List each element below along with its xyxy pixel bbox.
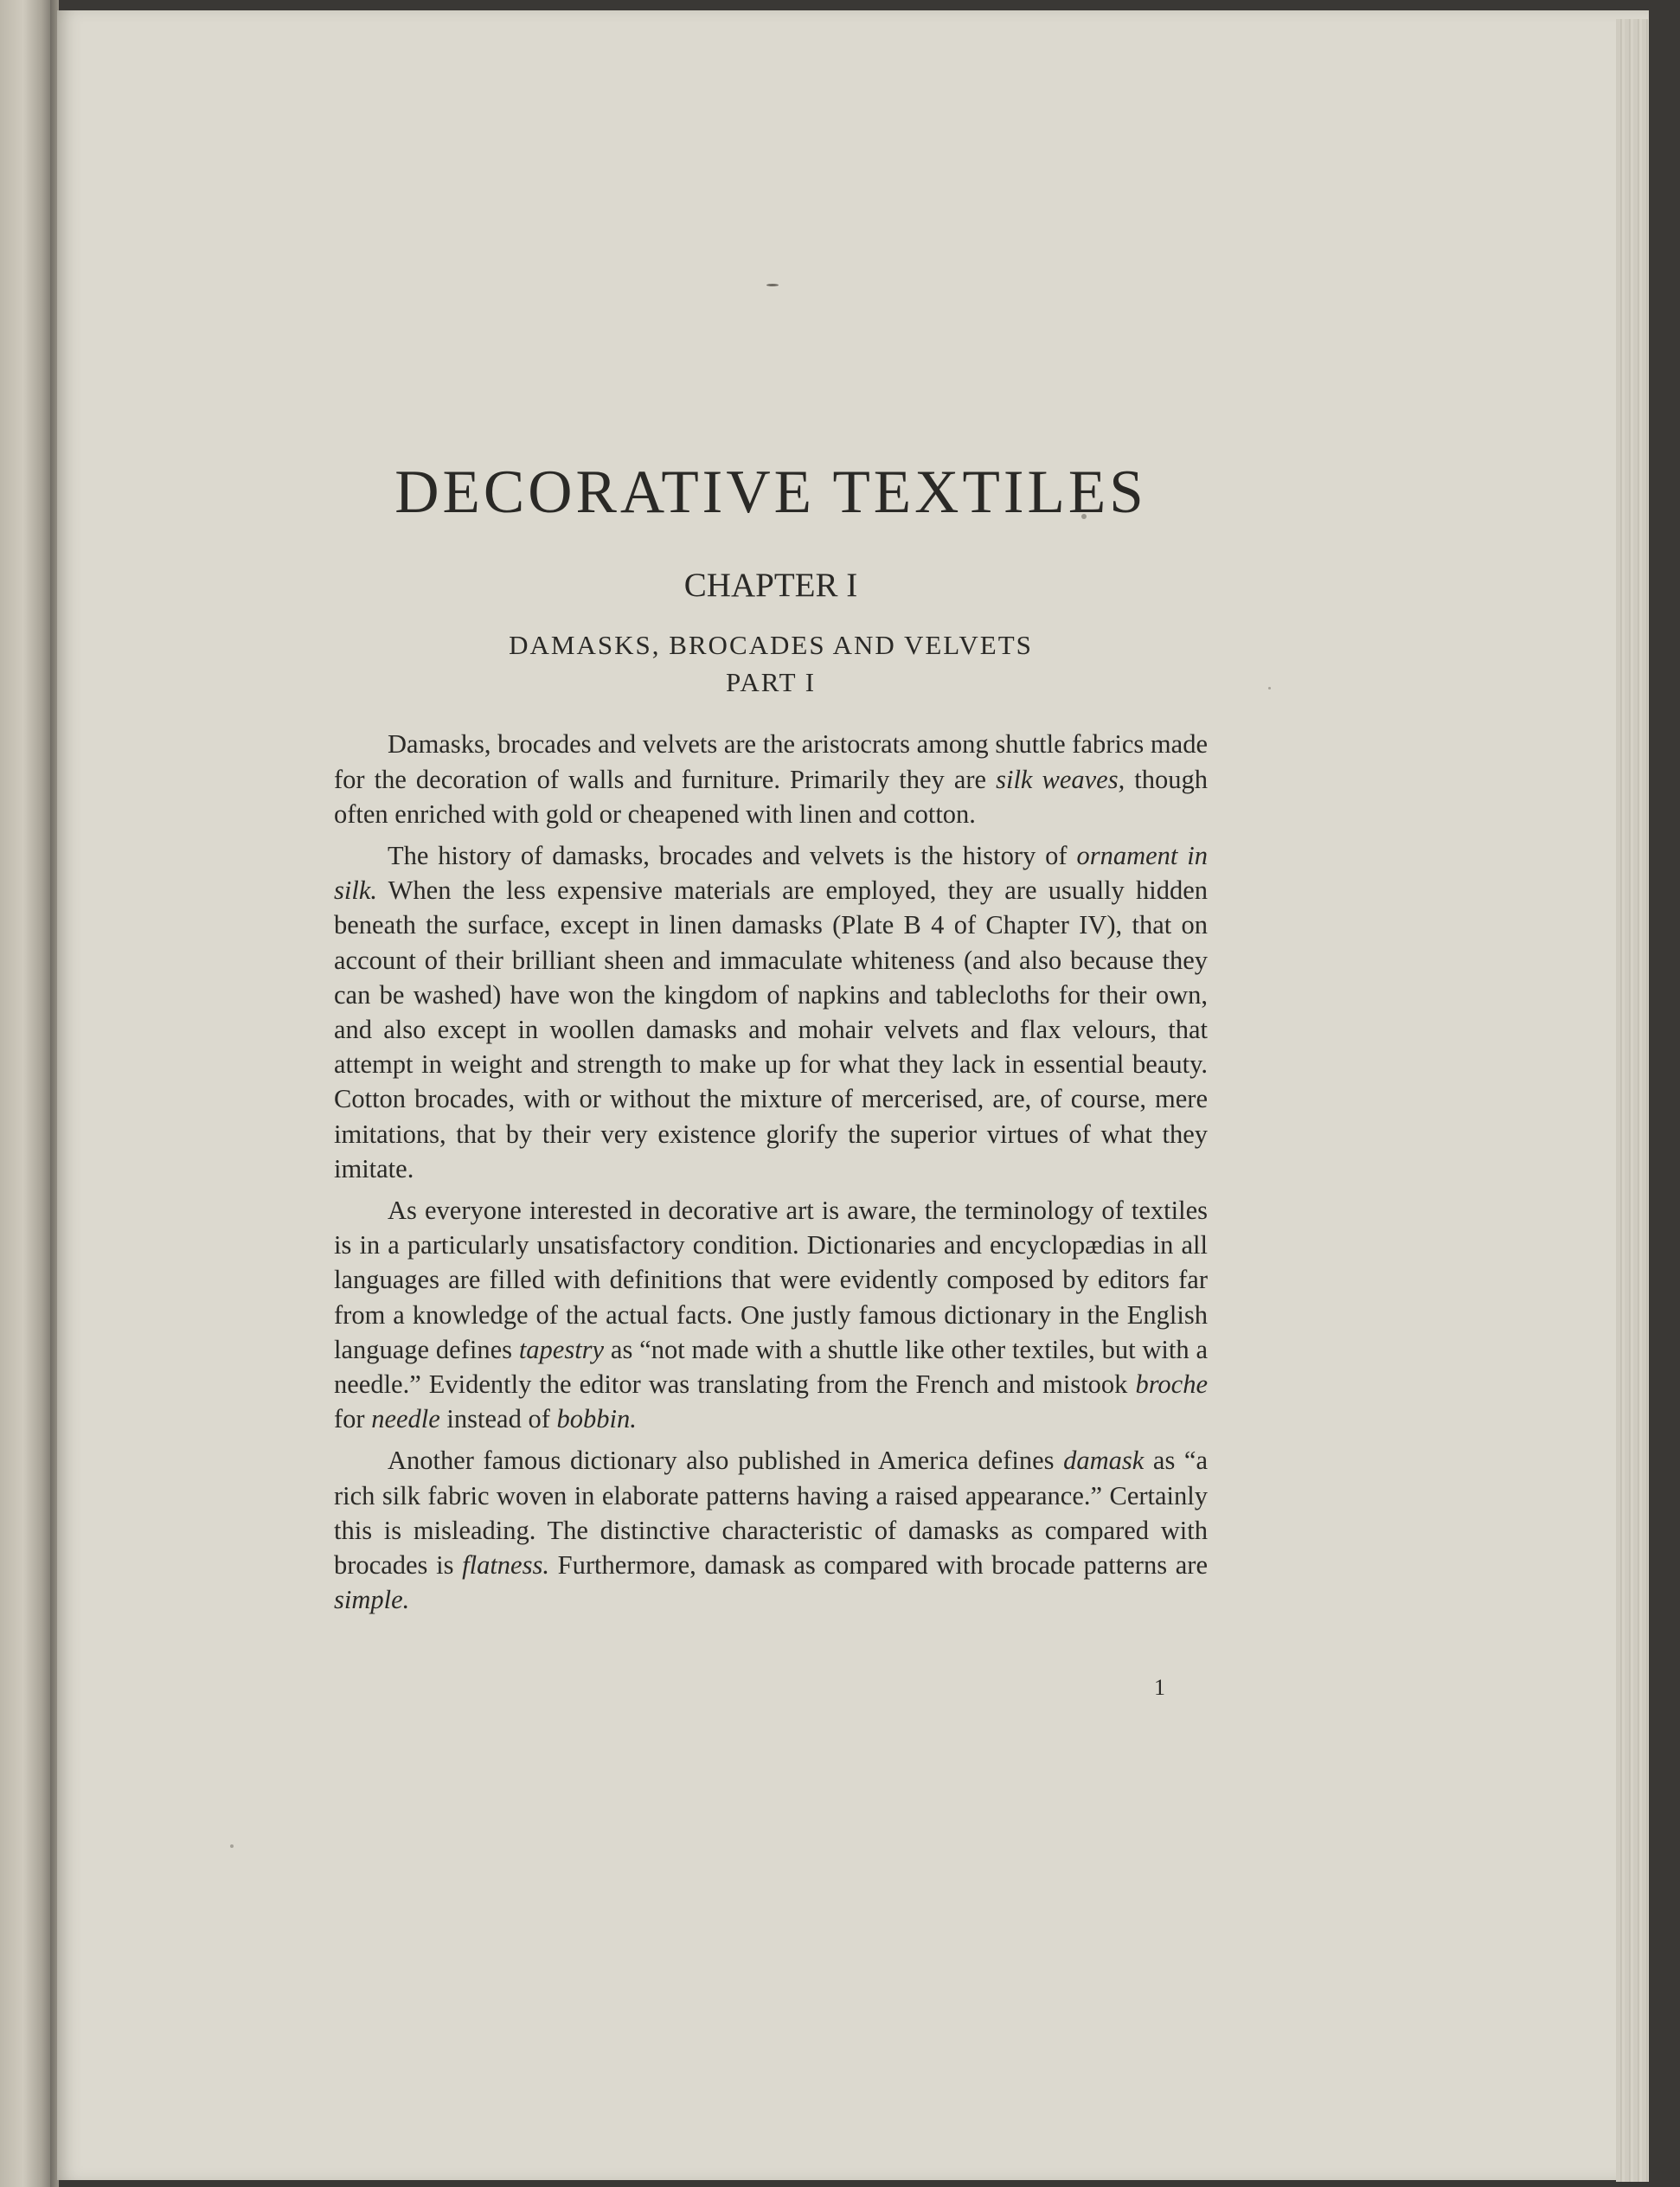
text-run: The history of damasks, brocades and velvets is the history of: [388, 841, 1077, 870]
text-run: instead of: [439, 1404, 557, 1434]
paragraph: [334, 838, 1208, 1186]
italic-term: simple.: [334, 1585, 410, 1615]
book-title: DECORATIVE TEXTILES: [394, 459, 1147, 526]
text-run: for: [334, 1404, 372, 1434]
paragraph: [334, 1443, 1208, 1617]
text-run: as “a rich silk fabric woven in elaborate patterns having a raised appearance.” Certainly this is misleading. The distinctive characteristic of damasks as compared with brocades is: [334, 1446, 1208, 1581]
italic-term: silk weaves,: [996, 764, 1125, 794]
italic-term: bobbin.: [556, 1404, 637, 1434]
paper-speck: [766, 284, 779, 286]
left-page-edge: [0, 0, 52, 2187]
text-run: As everyone interested in decorative art is aware, the terminology of textiles is in a particularly unsatisfactory condition. Dictionaries and encyclopædias in all languages are filled with definitions that were evidently composed by editors far from a knowledge of the actual facts. One justly famous dictionary in the English language defines: [334, 1196, 1208, 1364]
chapter-heading: CHAPTER I: [683, 567, 858, 605]
italic-term: damask: [1063, 1446, 1145, 1476]
text-run: Furthermore, damask as compared with brocade patterns are: [548, 1550, 1209, 1581]
paragraph: [334, 727, 1208, 831]
page-stack-edge: [1616, 19, 1649, 2182]
body-text: [334, 727, 1208, 1617]
italic-term: needle: [371, 1404, 440, 1434]
text-run: When the less expensive materials are employed, they are usually hidden beneath the surface, except in linen damasks (Plate B 4 of Chapter IV), that on account of their brilliant sheen and immaculate whiteness (and also because they can be washed) have won the kingdom of napkins and tablecloths for their own, and also except in woollen damasks and mohair velvets and flax velours, that attempt in weight and strength to make up for what they lack in essential beauty. Cotton brocades, with or without the mixture of mercerised, are, of course, mere imitations, that by their very existence glorify the superior virtues of what they imitate.: [334, 875, 1208, 1183]
italic-term: flatness.: [462, 1550, 549, 1581]
text-run: though often enriched with gold or cheapened with linen and cotton.: [334, 764, 1208, 829]
italic-term: tapestry: [518, 1334, 605, 1364]
text-run: Another famous dictionary also published in America defines: [388, 1446, 1064, 1476]
chapter-subtitle: DAMASKS, BROCADES AND VELVETS: [509, 629, 1033, 660]
italic-term: ornament in silk.: [334, 841, 1208, 906]
part-heading: PART I: [725, 666, 817, 697]
book-page: [57, 10, 1649, 2180]
text-run: as “not made with a shuttle like other textiles, but with a needle.” Evidently the editor was translating from the French and mistook: [334, 1334, 1208, 1400]
text-block: [334, 459, 1208, 1624]
paragraph: [334, 1193, 1208, 1436]
page-number: 1: [1154, 1675, 1165, 1700]
text-run: Damasks, brocades and velvets are the aristocrats among shuttle fabrics made for the decoration of walls and furniture. Primarily they are: [334, 729, 1208, 794]
italic-term: broche: [1135, 1369, 1208, 1400]
paper-speck: [230, 1844, 234, 1848]
paper-speck: [1268, 687, 1271, 689]
